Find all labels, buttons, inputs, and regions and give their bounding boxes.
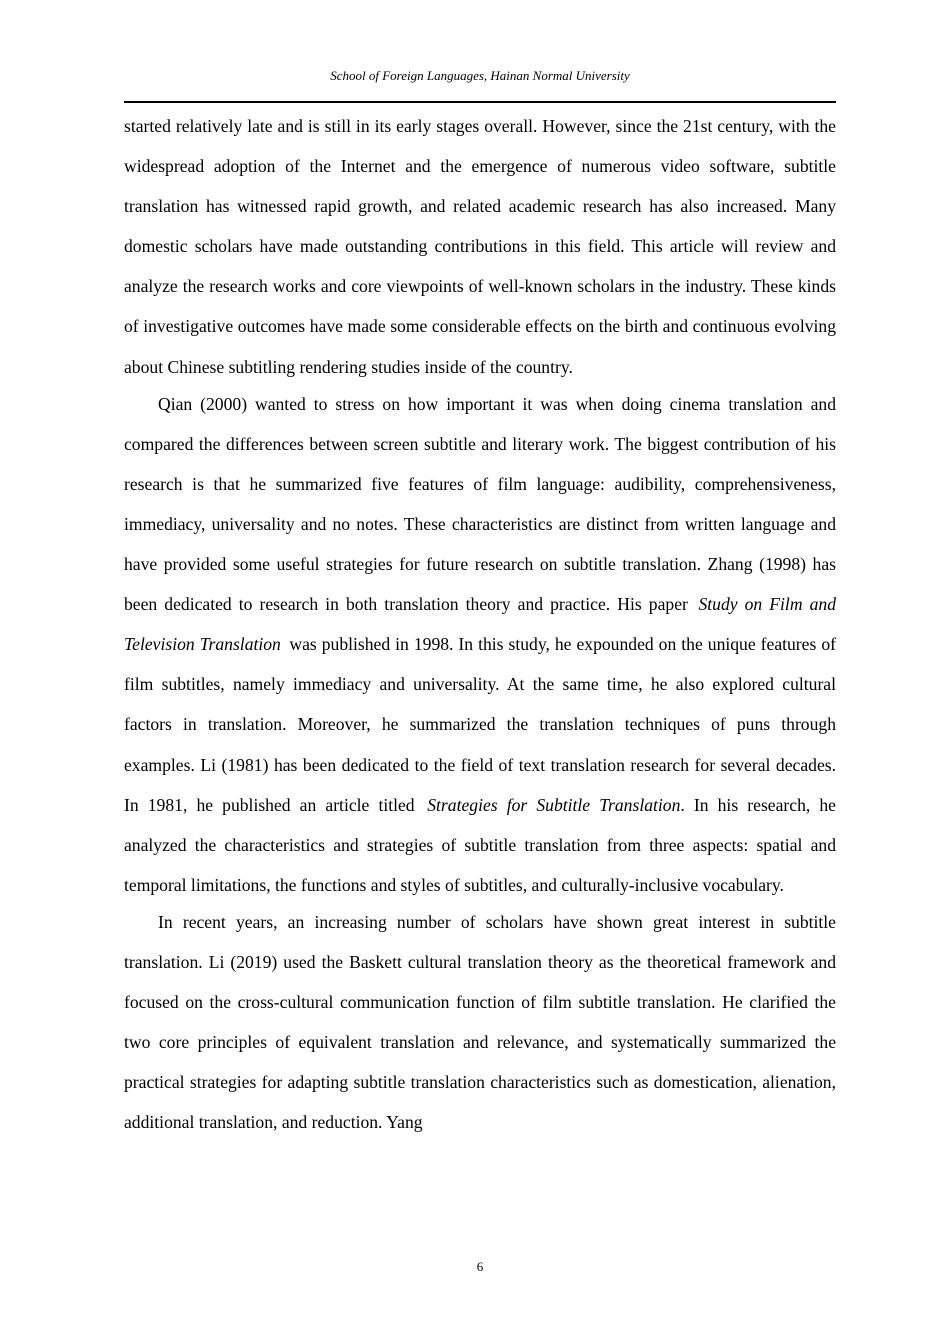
cited-title: Strategies for Subtitle Translation [427,794,681,815]
header-divider [124,101,836,103]
paragraph-text: . In his research, he analyzed the characteristics and strategies of subtitle translation from three aspects: spatial and temporal limitations, the functions and styles of subtitles, and culturally-inclusive vocabulary. [124,794,836,895]
paragraph-text: was published in 1998. In this study, he expounded on the unique features of film subtitles, namely immediacy and universality. At the same time, he also explored cultural factors in translation. Moreover, he summarized the translation techniques of puns through examples. Li (1981) has been dedicated to the field of text translation research for several decades. In 1981, he published an article titled [124,634,836,815]
paragraph-recent-research: In recent years, an increasing number of scholars have shown great interest in subtitle translation. Li (2019) used the Baskett cultural translation theory as the theoretical framework and focused on the cross-cultural communication function of film subtitle translation. He clarified the two core principles of equivalent translation and relevance, and systematically summarized the practical strategies for adapting subtitle translation characteristics such as domestication, alienation, additional translation, and reduction. Yang [124,911,836,1133]
paragraph-continuation: started relatively late and is still in its early stages overall. However, since the 21st century, with the widespread adoption of the Internet and the emergence of numerous video software, subtitle translation has witnessed rapid growth, and related academic research has also increased. Many domestic scholars have made outstanding contributions in this field. This article will review and analyze the research works and core viewpoints of well-known scholars in the industry. These kinds of investigative outcomes have made some considerable effects on the birth and continuous evolving about Chinese subtitling rendering studies inside of the country. [124,116,836,377]
paragraph-early-research [124,384,836,905]
page-number: 6 [476,1259,484,1274]
cited-title: Study on Film and Television Translation [124,594,836,655]
paragraph-text: Qian (2000) wanted to stress on how important it was when doing cinema translation and compared the differences between screen subtitle and literary work. The biggest contribution of his research is that he summarized five features of film language: audibility, comprehensiveness, immediacy, universality and no notes. These characteristics are distinct from written language and have provided some useful strategies for future research on subtitle translation. Zhang (1998) has been dedicated to research in both translation theory and practice. His paper [124,393,836,615]
body-text [124,106,836,1139]
running-header: School of Foreign Languages, Hainan Normal University [330,68,630,83]
